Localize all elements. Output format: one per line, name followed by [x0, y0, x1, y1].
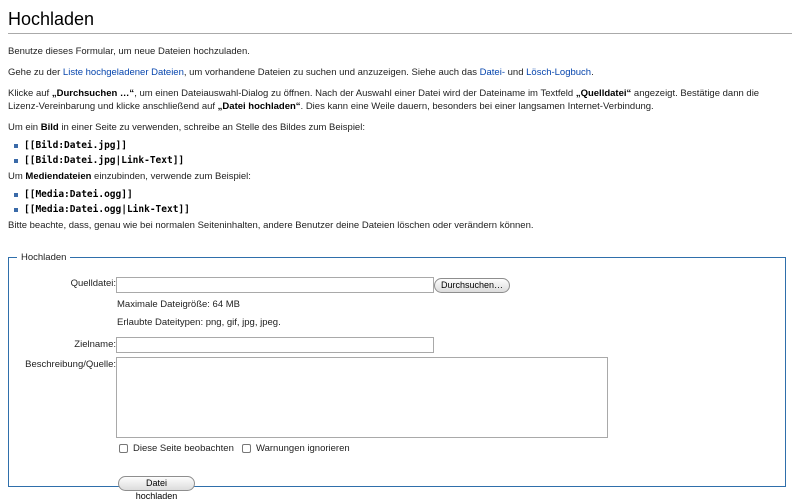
source-file-label: Quelldatei:: [70, 278, 116, 289]
ignore-warnings-label: Warnungen ignorieren: [256, 443, 350, 454]
description-label: Beschreibung/Quelle:: [25, 359, 116, 370]
upload-fieldset: [8, 252, 786, 501]
nav-text-mid: , um vorhandene Dateien zu suchen und anzuzeigen. Siehe auch das: [183, 67, 480, 78]
image-usage-paragraph: [8, 121, 792, 134]
image-example-code: [[Bild:Datei.jpg]]: [24, 140, 127, 151]
image-usage-bold: Bild: [40, 122, 59, 133]
allowed-file-types-text: Erlaubte Dateitypen: png, gif, jpg, jpeg.: [117, 317, 281, 328]
instr-g: . Dies kann eine Weile dauern, besonders bei einer langsamen Internet-Verbindung.: [300, 101, 654, 112]
intro-paragraph: Benutze dieses Formular, um neue Dateien hochzuladen.: [8, 46, 250, 57]
watch-page-label: Diese Seite beobachten: [133, 443, 234, 454]
instr-e: angezeigt. Bestätige dann die Lizenz-Vereinbarung und klicke anschließend auf: [8, 88, 760, 112]
instr-browse: „Durchsuchen …“: [51, 88, 135, 99]
instr-c: , um einen Dateiauswahl-Dialog zu öffnen. Nach der Auswahl einer Datei wird der Dateiname im Textfeld: [134, 88, 576, 99]
media-usage-paragraph: [8, 170, 792, 183]
target-name-input[interactable]: [116, 337, 434, 353]
image-usage-c: in einer Seite zu verwenden, schreibe an Stelle des Bildes zum Beispiel:: [58, 122, 365, 133]
navigation-paragraph: [8, 66, 792, 79]
ignore-warnings-checkbox[interactable]: [242, 444, 251, 453]
page-content: [0, 0, 800, 232]
upload-list-link[interactable]: Liste hochgeladener Dateien: [62, 67, 184, 78]
media-usage-a: Um: [8, 171, 26, 182]
browse-button[interactable]: Durchsuchen…: [434, 278, 510, 293]
list-item: [14, 154, 792, 167]
target-name-label: Zielname:: [74, 339, 116, 350]
nav-text-end: .: [591, 67, 594, 78]
notice-paragraph: Bitte beachte, dass, genau wie bei normalen Seiteninhalten, andere Benutzer deine Dateien löschen oder verändern können.: [8, 220, 534, 231]
nav-text-and: und: [504, 67, 527, 78]
bullet-icon: [14, 159, 18, 163]
list-item: [14, 139, 792, 152]
image-example-code: [[Bild:Datei.jpg|Link-Text]]: [24, 155, 185, 166]
media-usage-bold: Mediendateien: [25, 171, 92, 182]
file-log-link[interactable]: Datei-: [479, 67, 505, 78]
instr-a: Klicke auf: [8, 88, 52, 99]
deletion-log-link[interactable]: Lösch-Logbuch: [526, 67, 592, 78]
bullet-icon: [14, 208, 18, 212]
image-usage-a: Um ein: [8, 122, 41, 133]
bullet-icon: [14, 144, 18, 148]
media-example-list: [8, 188, 792, 216]
page-title: Hochladen: [8, 0, 792, 34]
description-textarea[interactable]: [116, 357, 608, 438]
media-example-code: [[Media:Datei.ogg|Link-Text]]: [24, 204, 190, 215]
media-usage-c: einzubinden, verwende zum Beispiel:: [91, 171, 251, 182]
list-item: [14, 203, 792, 216]
image-example-list: [8, 139, 792, 167]
upload-submit-button[interactable]: Datei hochladen: [118, 476, 195, 491]
instr-source: „Quelldatei“: [575, 88, 632, 99]
list-item: [14, 188, 792, 201]
upload-legend: Hochladen: [21, 252, 67, 263]
nav-text-before: Gehe zu der: [8, 67, 63, 78]
media-example-code: [[Media:Datei.ogg]]: [24, 189, 133, 200]
instr-upload: „Datei hochladen“: [217, 101, 301, 112]
bullet-icon: [14, 193, 18, 197]
instructions-paragraph: [8, 87, 792, 113]
max-file-size-text: Maximale Dateigröße: 64 MB: [117, 299, 241, 310]
source-file-input[interactable]: [116, 277, 434, 293]
watch-page-checkbox[interactable]: [119, 444, 128, 453]
